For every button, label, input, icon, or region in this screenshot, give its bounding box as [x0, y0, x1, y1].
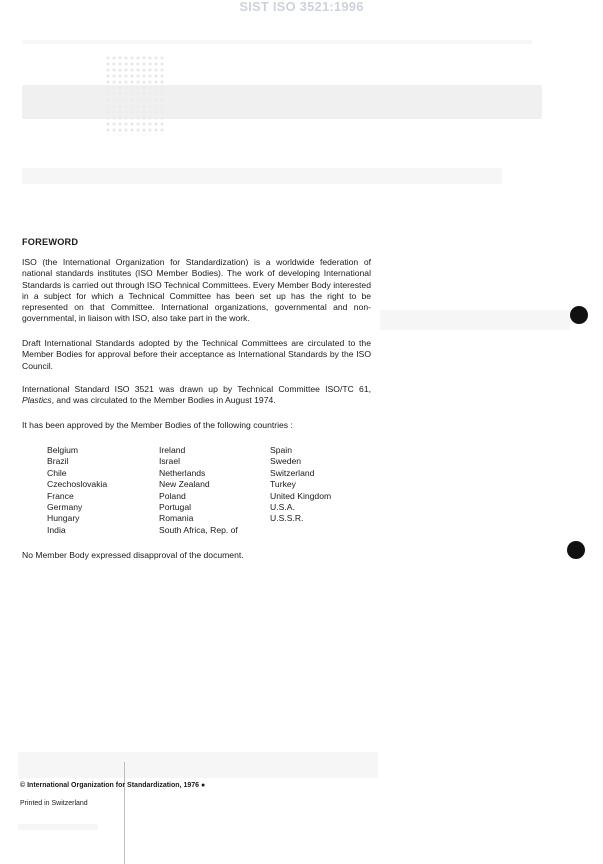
country-item: France [47, 490, 74, 501]
country-item: Poland [159, 490, 186, 501]
country-item: Sweden [270, 456, 302, 467]
country-item: Switzerland [270, 467, 315, 478]
show-through-block [380, 310, 570, 330]
country-item: U.S.S.R. [270, 513, 304, 524]
binder-hole-icon [567, 541, 585, 559]
paragraph-3-text: International Standard ISO 3521 was drawn up by Technical Committee ISO/TC 61, [22, 384, 371, 394]
country-item: Turkey [270, 479, 296, 490]
country-item: Brazil [47, 456, 69, 467]
paragraph-3-italic: Plastics [22, 395, 52, 406]
country-column [159, 445, 270, 536]
country-item: Hungary [47, 513, 80, 524]
foreword-heading: FOREWORD [22, 237, 79, 247]
country-item: Spain [270, 445, 292, 455]
show-through-footer-small [18, 824, 98, 830]
printed-in: Printed in Switzerland [20, 800, 88, 807]
show-through-title [22, 85, 542, 119]
disapproval-note: No Member Body expressed disapproval of the document. [22, 550, 244, 560]
show-through-subtitle [22, 168, 502, 184]
country-item: United Kingdom [270, 490, 332, 501]
watermark: SIST ISO 3521:1996 [239, 0, 364, 14]
country-column [47, 445, 159, 536]
country-item: Germany [47, 502, 83, 513]
show-through-footer [18, 752, 378, 778]
foreword-paragraph-3 [22, 384, 371, 407]
country-item: India [47, 524, 66, 535]
country-item: U.S.A. [270, 502, 295, 513]
country-item: Portugal [159, 502, 192, 513]
show-through-line [22, 40, 532, 44]
country-item: Israel [159, 456, 181, 467]
paragraph-3-text-end: , and was circulated to the Member Bodies in August 1974. [51, 395, 276, 406]
country-item: Belgium [47, 445, 79, 455]
country-column [270, 445, 390, 536]
country-list [47, 445, 390, 536]
country-item: Ireland [159, 445, 186, 455]
copyright-notice: © International Organization for Standardization, 1976 ● [20, 782, 206, 789]
country-item: Czechoslovakia [47, 479, 108, 490]
foreword-paragraph-2: Draft International Standards adopted by the Technical Committees are circulated to the Member Bodies for approval before their acceptance as International Standards by the ISO Council. [22, 338, 371, 371]
country-item: Romania [159, 513, 194, 524]
country-item: Chile [47, 467, 67, 478]
country-item: New Zealand [159, 479, 210, 490]
country-item: South Africa, Rep. of [159, 524, 238, 535]
scan-fold-line [124, 762, 125, 864]
approval-intro: It has been approved by the Member Bodies of the following countries : [22, 420, 293, 430]
binder-hole-icon [570, 306, 588, 324]
country-item: Netherlands [159, 467, 206, 478]
foreword-paragraph-1: ISO (the International Organization for Standardization) is a worldwide federation of national standards institutes (ISO Member Bodies). The work of developing International Standards is carried out through ISO Technical Committees. Every Member Body interested in a subject for which a Technical Committee has been set up has the right to be represented on that Committee. International organizations, governmental and non-governmental, in liaison with ISO, also take part in the work. [22, 257, 371, 324]
